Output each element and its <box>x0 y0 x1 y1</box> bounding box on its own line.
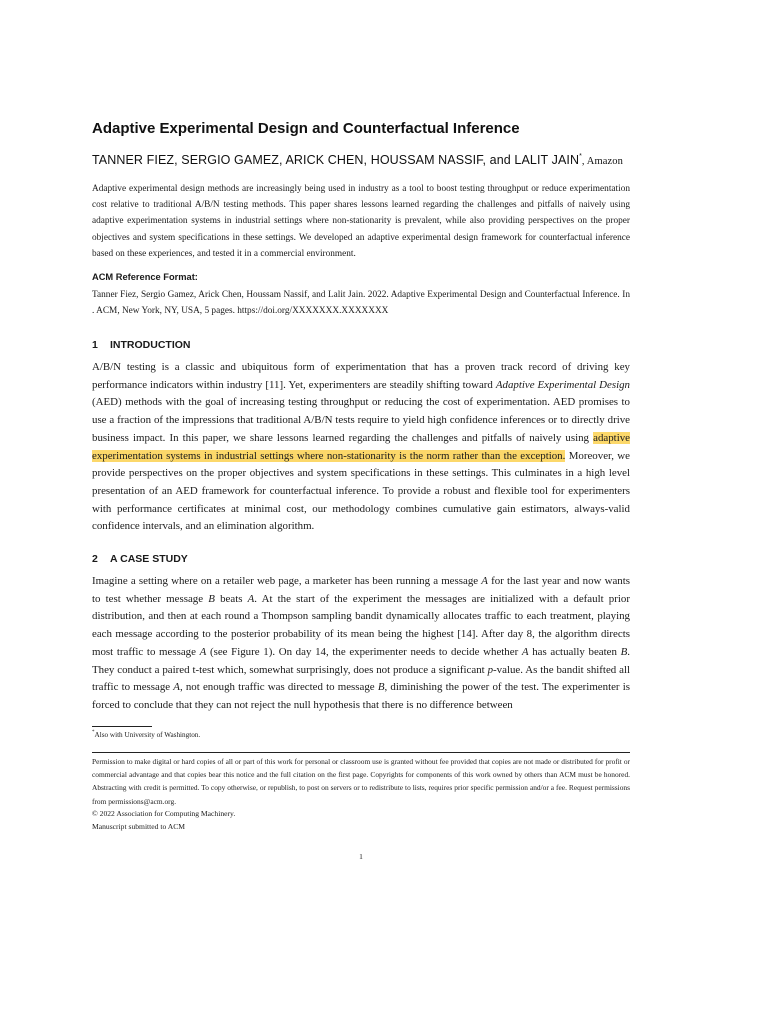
math-symbol: B <box>208 592 215 605</box>
section-title: INTRODUCTION <box>110 339 191 351</box>
page-number: 1 <box>359 852 363 861</box>
case-text: , diminishing the power of the test. The experimenter is forced to conclude that they can not reject the null hypothesis that there is no difference between <box>92 681 630 711</box>
case-text: (see Figure 1). On day 14, the experimenter needs to decide whether <box>206 645 522 658</box>
footnote <box>92 730 200 739</box>
section-heading-introduction <box>92 339 191 351</box>
math-symbol: A <box>521 645 529 658</box>
author-affiliation: , Amazon <box>581 156 623 167</box>
case-text: for the last year and now wants to test whether message <box>92 575 630 605</box>
math-symbol: B <box>620 645 628 658</box>
math-symbol: p <box>487 663 494 676</box>
case-text: . They conduct a paired t-test which, somewhat surprisingly, does not produce a significant <box>92 645 630 676</box>
case-text: Imagine a setting where on a retailer web page, a marketer has been running a message <box>92 575 482 587</box>
copyright-line: © 2022 Association for Computing Machinery. <box>92 809 236 818</box>
math-symbol: B <box>377 681 385 694</box>
manuscript-line: Manuscript submitted to ACM <box>92 822 186 831</box>
author-names: TANNER FIEZ, SERGIO GAMEZ, ARICK CHEN, HOUSSAM NASSIF, and LALIT JAIN <box>92 153 580 167</box>
acm-reference-text: Tanner Fiez, Sergio Gamez, Arick Chen, Houssam Nassif, and Lalit Jain. 2022. Adaptive Experimental Design and Counterfactual Inference. In . ACM, New York, NY, USA, 5 pages. https://doi.org/XXXXXXX.XXXXXXX <box>92 290 630 316</box>
acm-reference-heading: ACM Reference Format: <box>92 272 198 282</box>
author-line <box>92 153 652 167</box>
highlighted-text[interactable]: adaptive experimentation systems in industrial settings where non-stationarity is the norm rather than the exception. <box>92 431 630 462</box>
case-text: . At the start of the experiment the messages are initialized with a default prior distribution, and then at each round a Thompson sampling bandit dynamically allocates traffic to each treatment, playing each message according to the posterior probability of its mean being the highest [14]. After day 8, the algorithm directs most traffic to message <box>92 592 630 658</box>
footnote-text: Also with University of Washington. <box>94 731 201 739</box>
section-number: 2 <box>92 553 98 565</box>
math-symbol: A <box>481 575 488 587</box>
permission-notice: Permission to make digital or hard copies of all or part of this work for personal or classroom use is granted without fee provided that copies are not made or distributed for profit or commercial advantage and that copies bear this notice and the full citation on the first page. Copyrights for components of this work owned by others than ACM must be honored. Abstracting with credit is permitted. To copy otherwise, or republish, to post on servers or to redistribute to lists, requires prior specific permission and/or a fee. Request permissions from permissions@acm.org. <box>92 757 630 806</box>
section-number: 1 <box>92 339 98 351</box>
intro-text: A/B/N testing is a classic and ubiquitous form of experimentation that has a proven track record of driving key performance indicators within industry [11]. Yet, experimenters are steadily shifting toward <box>92 361 630 391</box>
permission-rule <box>92 752 630 753</box>
section-title: A CASE STUDY <box>110 553 188 565</box>
footnote-rule <box>92 726 152 727</box>
footnote-mark: * <box>92 730 95 735</box>
math-symbol: A <box>247 592 255 605</box>
introduction-paragraph <box>92 359 630 536</box>
case-text: beats <box>214 592 248 605</box>
author-footnote-mark: * <box>579 153 582 160</box>
case-text: -value. As the bandit shifted all traffic to message <box>92 663 630 694</box>
intro-text: (AED) methods with the goal of increasing testing throughput or reducing the cost of experimentation. AED promises to use a fraction of the impressions that traditional A/B/N tests require to yield high confidence inferences or to directly drive business impact. In this paper, we share lessons learned regarding the challenges and pitfalls of naively using <box>92 396 630 444</box>
case-text: has actually beaten <box>528 645 621 658</box>
case-study-paragraph <box>92 573 630 715</box>
math-symbol: A <box>199 645 207 658</box>
math-symbol: A <box>173 681 180 694</box>
intro-text: Moreover, we provide perspectives on the proper objectives and system specifications in these settings. This culminates in a high level presentation of an AED framework for counterfactual inference. To provide a robust and flexible tool for experimenters with performance certificates at minimal cost, our methodology combines cumulative gain estimators, always-valid confidence intervals, and an elimination algorithm. <box>92 449 630 533</box>
abstract: Adaptive experimental design methods are increasingly being used in industry as a tool to boost testing throughput or reduce experimentation cost relative to traditional A/B/N testing methods. This paper shares lessons learned regarding the challenges and pitfalls of naively using adaptive experimentation systems in industrial settings where non-stationarity is prevalent, while also providing perspectives on the proper objectives and system specifications in these settings. We developed an adaptive experimental design framework for counterfactual inference based on these experiences, and tested it in a commercial environment. <box>92 184 630 259</box>
case-text: , not enough traffic was directed to message <box>179 681 378 694</box>
intro-emphasis: Adaptive Experimental Design <box>495 378 630 391</box>
section-heading-case-study <box>92 553 188 565</box>
paper-title: Adaptive Experimental Design and Counterfactual Inference <box>92 120 520 137</box>
